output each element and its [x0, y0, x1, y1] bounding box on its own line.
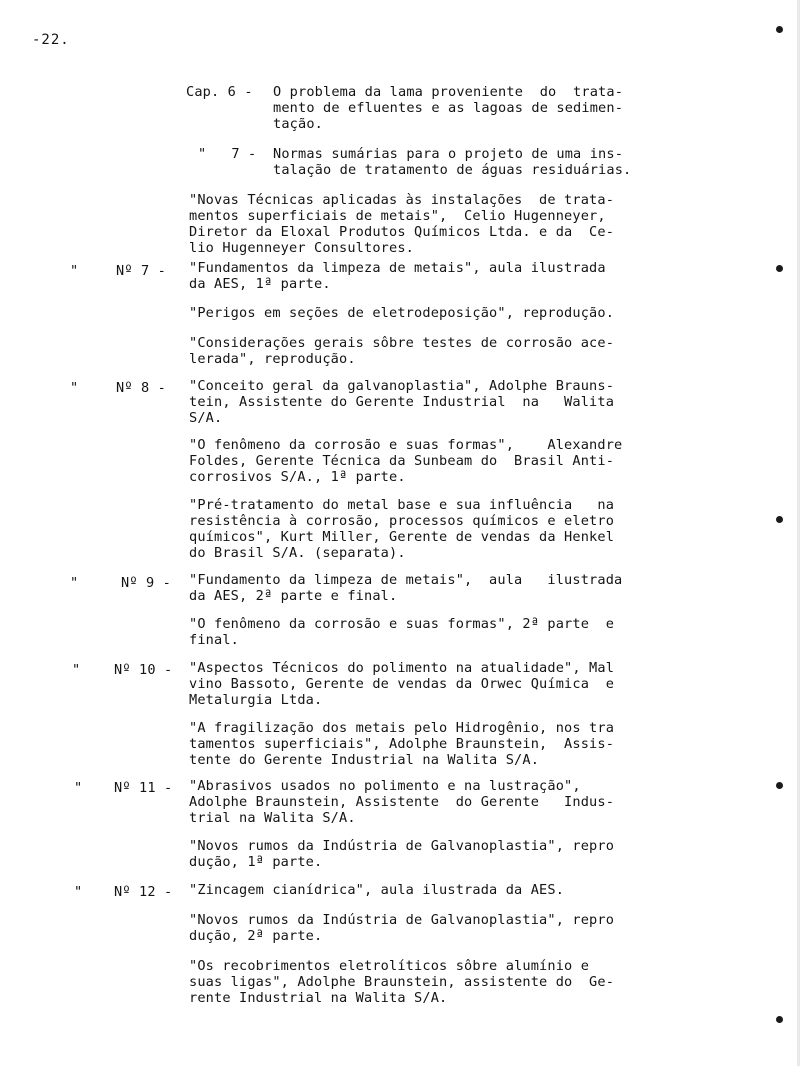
text-line: "Pré-tratamento do metal base e sua influência na [189, 497, 615, 513]
text-line: "Conceito geral da galvanoplastia", Adolphe Brauns- [189, 378, 615, 394]
text-line: "O fenômeno da corrosão e suas formas", 2ª parte e [189, 616, 615, 632]
text-line: "O fenômeno da corrosão e suas formas", Alexandre [189, 437, 623, 453]
text-line: "Zincagem cianídrica", aula ilustrada da AES. [189, 882, 565, 898]
text-line: "Fundamentos da limpeza de metais", aula ilustrada [189, 260, 606, 276]
binding-hole [776, 26, 783, 33]
ditto-mark: " [70, 263, 79, 279]
binding-hole [776, 265, 783, 272]
text-line: químicos", Kurt Miller, Gerente de vendas da Henkel [189, 529, 615, 545]
text-line: tamentos superficiais", Adolphe Braunstein, Assis- [189, 736, 615, 752]
text-line: lio Hugenneyer Consultores. [189, 240, 415, 256]
text-line: dução, 2ª parte. [189, 928, 323, 944]
text-line: mentos superficiais de metais", Celio Hugenneyer, [189, 208, 606, 224]
chapter-label: Cap. 6 - [186, 84, 253, 100]
text-line: do Brasil S/A. (separata). [189, 545, 406, 561]
chapter-label: " 7 - [198, 146, 257, 162]
text-line: Normas sumárias para o projeto de uma ins- [273, 146, 624, 162]
text-line: "Novas Técnicas aplicadas às instalações de trata- [189, 192, 615, 208]
issue-label: Nº 11 - [114, 780, 173, 796]
text-line: "Os recobrimentos eletrolíticos sôbre alumínio e [189, 958, 590, 974]
ditto-mark: " [72, 662, 81, 678]
binding-hole [776, 782, 783, 789]
ditto-mark: " [70, 575, 79, 591]
text-line: S/A. [189, 410, 223, 426]
text-line: lerada", reprodução. [189, 351, 356, 367]
text-line: tente do Gerente Industrial na Walita S/A. [189, 752, 540, 768]
text-line: tação. [273, 116, 324, 132]
text-line: "Considerações gerais sôbre testes de corrosão ace- [189, 335, 615, 351]
ditto-mark: " [74, 780, 83, 796]
issue-label: Nº 8 - [116, 380, 167, 396]
ditto-mark: " [74, 884, 83, 900]
text-line: Metalurgia Ltda. [189, 692, 323, 708]
text-line: vino Bassoto, Gerente de vendas da Orwec Química e [189, 676, 615, 692]
text-line: mento de efluentes e as lagoas de sedimen- [273, 100, 624, 116]
text-line: suas ligas", Adolphe Braunstein, assistente do Ge- [189, 974, 615, 990]
text-line: rente Industrial na Walita S/A. [189, 990, 448, 1006]
text-line: resistência à corrosão, processos químicos e eletro [189, 513, 615, 529]
text-line: final. [189, 632, 240, 648]
text-line: "Fundamento da limpeza de metais", aula ilustrada [189, 572, 623, 588]
text-line: "A fragilização dos metais pelo Hidrogênio, nos tra [189, 720, 615, 736]
text-line: "Abrasivos usados no polimento e na lustração", [189, 778, 581, 794]
text-line: tein, Assistente do Gerente Industrial na Walita [189, 394, 615, 410]
text-line: "Novos rumos da Indústria de Galvanoplastia", repro [189, 912, 615, 928]
issue-label: Nº 7 - [116, 263, 167, 279]
ditto-mark: " [70, 380, 79, 396]
binding-hole [776, 1016, 783, 1023]
text-line: O problema da lama proveniente do trata- [273, 84, 624, 100]
text-line: dução, 1ª parte. [189, 854, 323, 870]
text-line: da AES, 2ª parte e final. [189, 588, 398, 604]
binding-hole [776, 516, 783, 523]
text-line: talação de tratamento de águas residuárias. [273, 162, 632, 178]
text-line: Adolphe Braunstein, Assistente do Gerente Indus- [189, 794, 615, 810]
text-line: "Perigos em seções de eletrodeposição", reprodução. [189, 305, 615, 321]
text-line: Foldes, Gerente Técnica da Sunbeam do Brasil Anti- [189, 453, 615, 469]
issue-label: Nº 12 - [114, 884, 173, 900]
text-line: Diretor da Eloxal Produtos Químicos Ltda. e da Ce- [189, 224, 615, 240]
text-line: trial na Walita S/A. [189, 810, 356, 826]
text-line: corrosivos S/A., 1ª parte. [189, 469, 406, 485]
issue-label: Nº 10 - [114, 662, 173, 678]
text-line: da AES, 1ª parte. [189, 276, 331, 292]
issue-label: Nº 9 - [121, 575, 172, 591]
page-number: -22. [32, 32, 70, 48]
text-line: "Aspectos Técnicos do polimento na atualidade", Mal [189, 660, 615, 676]
text-line: "Novos rumos da Indústria de Galvanoplastia", repro [189, 838, 615, 854]
